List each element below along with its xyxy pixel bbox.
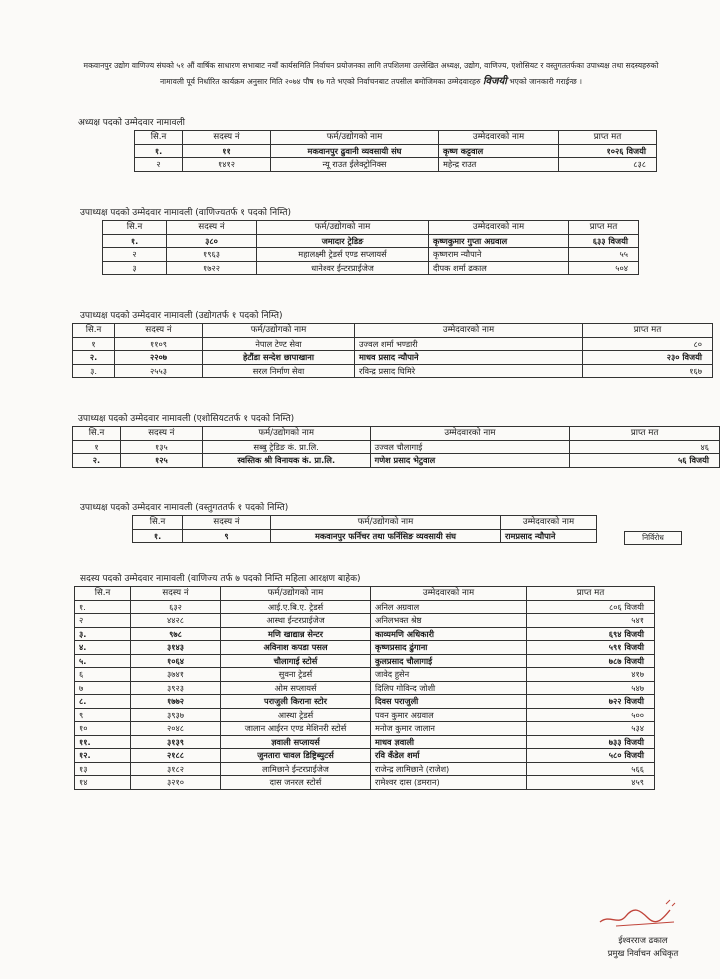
president-section xyxy=(76,115,657,172)
col-header: फर्म/उद्योगको नाम xyxy=(203,324,355,338)
intro-paragraph xyxy=(76,58,666,90)
col-header: सदस्य नं xyxy=(131,587,221,601)
cell-firm: महालक्ष्मी ट्रेडर्स एण्ड सप्लायर्स xyxy=(257,248,429,262)
signer-role: प्रमुख निर्वाचन अधिकृत xyxy=(607,948,679,958)
cell-member: २१८८ xyxy=(131,749,221,763)
cell-sn: १४ xyxy=(75,776,131,790)
cell-sn: ६ xyxy=(75,668,131,682)
col-header: फर्म/उद्योगको नाम xyxy=(202,427,370,441)
table-row xyxy=(75,614,655,628)
table-row xyxy=(103,261,639,275)
section-title: अध्यक्ष पदको उम्मेदवार नामावली xyxy=(78,118,185,128)
cell-sn: ११. xyxy=(75,735,131,749)
col-header: सि.न xyxy=(103,221,167,235)
cell-firm: मणि खाद्यान्न सेन्टर xyxy=(221,627,371,641)
cell-candidate: दिवस पराजुली xyxy=(371,695,527,709)
cell-candidate: दिलिप गोविन्द जोशी xyxy=(371,681,527,695)
cell-candidate: अनिल अग्रवाल xyxy=(371,600,527,614)
cell-firm: अविनाश कपडा पसल xyxy=(221,641,371,655)
cell-member: ३१३९ xyxy=(131,735,221,749)
cell-candidate: उज्वल चौलागाई xyxy=(370,440,570,454)
cell-votes: ५०० xyxy=(527,708,655,722)
cell-votes: ६९४ विजयी xyxy=(527,627,655,641)
header-row xyxy=(133,516,597,530)
cell-sn: १३ xyxy=(75,762,131,776)
col-header: सि.न xyxy=(133,516,183,530)
vp-industry-table xyxy=(72,323,713,378)
cell-firm: हेटौंडा सन्देश छापाखाना xyxy=(203,351,355,365)
cell-votes: १६७ xyxy=(583,364,713,378)
col-header: सि.न xyxy=(135,131,183,145)
cell-votes: ७२२ विजयी xyxy=(527,695,655,709)
cell-votes: ५९१ विजयी xyxy=(527,641,655,655)
cell-firm: नेपाल टेण्ट सेवा xyxy=(203,337,355,351)
cell-firm: चौलागाई स्टोर्स xyxy=(221,654,371,668)
cell-firm: मकवानपुर ढुवानी व्यवसायी संघ xyxy=(271,144,439,158)
col-header: प्राप्त मत xyxy=(559,131,657,145)
table-row xyxy=(135,158,657,172)
cell-candidate: कृष्णप्रसाद ढुंगाना xyxy=(371,641,527,655)
signature-icon xyxy=(596,896,686,932)
cell-candidate: माधव ज्ञवाली xyxy=(371,735,527,749)
cell-candidate: राजेन्द्र लामिछाने (राजेश) xyxy=(371,762,527,776)
section-title: उपाध्यक्ष पदको उम्मेदवार नामावली (वाणिज्यतर्फ १ पदको निम्ति) xyxy=(80,208,292,218)
cell-member: ३७४१ xyxy=(131,668,221,682)
cell-firm: मकवानपुर फर्निचर तथा फर्निसिङ व्यवसायी संघ xyxy=(271,529,501,543)
cell-firm: आस्था ट्रेडर्स xyxy=(221,708,371,722)
col-header: सि.न xyxy=(73,324,115,338)
cell-votes: ५५ xyxy=(569,248,639,262)
cell-votes: १०२६ विजयी xyxy=(559,144,657,158)
cell-candidate: कृष्ण कट्टवाल xyxy=(439,144,559,158)
cell-firm: ज्ञवाली सप्लायर्स xyxy=(221,735,371,749)
cell-sn: ७ xyxy=(75,681,131,695)
cell-sn: ५. xyxy=(75,654,131,668)
cell-firm: धानेश्वर ईन्टरप्राईजेज xyxy=(257,261,429,275)
cell-sn: १. xyxy=(135,144,183,158)
cell-member: ३१८२ xyxy=(131,762,221,776)
header-row xyxy=(73,324,713,338)
table-row xyxy=(135,144,657,158)
cell-candidate: रविन्द्र प्रसाद घिमिरे xyxy=(355,364,583,378)
col-header: सदस्य नं xyxy=(183,516,271,530)
cell-firm: सब्बु ट्रेडिङ कं. प्रा.लि. xyxy=(202,440,370,454)
cell-firm: ओम सप्लायर्स xyxy=(221,681,371,695)
section-title: उपाध्यक्ष पदको उम्मेदवार नामावली (उद्योगतर्फ १ पदको निम्ति) xyxy=(80,311,283,321)
cell-sn: ९ xyxy=(75,708,131,722)
cell-member: २५५३ xyxy=(115,364,203,378)
table-row xyxy=(75,654,655,668)
table-row xyxy=(75,600,655,614)
cell-member: २०४८ xyxy=(131,722,221,736)
cell-sn: २. xyxy=(73,351,115,365)
cell-candidate: महेन्द्र राउत xyxy=(439,158,559,172)
cell-votes: ५४१ xyxy=(527,614,655,628)
col-header: सि.न xyxy=(75,587,131,601)
cell-member: ११०९ xyxy=(115,337,203,351)
cell-firm: न्यू राउत ईलेक्ट्रोनिक्स xyxy=(271,158,439,172)
cell-member: ३८० xyxy=(167,234,257,248)
intro-text-end: भएको जानकारी गराईन्छ । xyxy=(509,77,583,86)
cell-member: १७७२ xyxy=(131,695,221,709)
president-table xyxy=(134,130,657,172)
table-row xyxy=(73,337,713,351)
cell-votes: ६३३ विजयी xyxy=(569,234,639,248)
cell-member: ९७८ xyxy=(131,627,221,641)
cell-votes: ५८० विजयी xyxy=(527,749,655,763)
header-row xyxy=(135,131,657,145)
cell-votes: ४५९ xyxy=(527,776,655,790)
cell-firm: जालान आईरन एण्ड मेशिनरी स्टोर्स xyxy=(221,722,371,736)
col-header: सदस्य नं xyxy=(120,427,202,441)
cell-votes: ५४७ xyxy=(527,681,655,695)
cell-member: १०६४ xyxy=(131,654,221,668)
cell-sn: १ xyxy=(73,440,121,454)
col-header: प्राप्त मत xyxy=(527,587,655,601)
vp-commerce-table xyxy=(102,220,639,275)
cell-candidate: अनिलभक्त श्रेष्ठ xyxy=(371,614,527,628)
table-row xyxy=(75,627,655,641)
cell-candidate: कृष्णकुमार गुप्ता अग्रवाल xyxy=(429,234,569,248)
cell-candidate: दीपक शर्मा ढकाल xyxy=(429,261,569,275)
col-header: उम्मेदवारको नाम xyxy=(370,427,570,441)
cell-votes: ५६६ xyxy=(527,762,655,776)
cell-votes: ४१७ xyxy=(527,668,655,682)
cell-member: ३९२३ xyxy=(131,681,221,695)
cell-firm: आई.ए.बि.ए. ट्रेडर्स xyxy=(221,600,371,614)
col-header: सदस्य नं xyxy=(115,324,203,338)
cell-votes: ४६ xyxy=(570,440,720,454)
col-header: सदस्य नं xyxy=(167,221,257,235)
cell-sn: १. xyxy=(103,234,167,248)
col-header: फर्म/उद्योगको नाम xyxy=(257,221,429,235)
cell-member: ६३२ xyxy=(131,600,221,614)
cell-sn: २ xyxy=(103,248,167,262)
cell-sn: ३ xyxy=(103,261,167,275)
members-section xyxy=(80,571,655,790)
vp-goods-section xyxy=(80,500,597,543)
cell-candidate: रवि कँडेल शर्मा xyxy=(371,749,527,763)
cell-votes: ७८७ विजयी xyxy=(527,654,655,668)
col-header: उम्मेदवारको नाम xyxy=(439,131,559,145)
col-header: फर्म/उद्योगको नाम xyxy=(221,587,371,601)
cell-firm: दास जनरल स्टोर्स xyxy=(221,776,371,790)
table-row xyxy=(75,722,655,736)
col-header: उम्मेदवारको नाम xyxy=(355,324,583,338)
cell-sn: १० xyxy=(75,722,131,736)
cell-firm: सुवना ट्रेडर्स xyxy=(221,668,371,682)
col-header: प्राप्त मत xyxy=(570,427,720,441)
header-row xyxy=(103,221,639,235)
intro-emphasis: विजयी xyxy=(482,76,507,87)
table-row xyxy=(75,708,655,722)
table-row xyxy=(75,681,655,695)
cell-sn: ८. xyxy=(75,695,131,709)
cell-member: १९६३ xyxy=(167,248,257,262)
cell-candidate: माधव प्रसाद न्यौपाने xyxy=(355,351,583,365)
vp-associate-section xyxy=(78,411,720,468)
col-header: सि.न xyxy=(73,427,121,441)
vp-associate-table xyxy=(72,426,720,468)
table-row xyxy=(75,641,655,655)
cell-candidate: कुलप्रसाद चौलागाई xyxy=(371,654,527,668)
cell-votes: ८०६ विजयी xyxy=(527,600,655,614)
cell-candidate: कृष्णराम न्यौपाने xyxy=(429,248,569,262)
cell-votes: ७३३ विजयी xyxy=(527,735,655,749)
cell-votes: ५६ विजयी xyxy=(570,454,720,468)
cell-member: ११ xyxy=(183,144,271,158)
cell-candidate: जावेद हुसेन xyxy=(371,668,527,682)
cell-votes: ८० xyxy=(583,337,713,351)
cell-member: १२५ xyxy=(120,454,202,468)
cell-candidate: रामेश्वर दास (डमरान) xyxy=(371,776,527,790)
table-row xyxy=(73,454,720,468)
col-header: प्राप्त मत xyxy=(569,221,639,235)
table-row xyxy=(73,440,720,454)
section-title: उपाध्यक्ष पदको उम्मेदवार नामावली (एशोसियटतर्फ १ पदको निम्ति) xyxy=(78,414,295,424)
cell-sn: १. xyxy=(133,529,183,543)
cell-sn: ४. xyxy=(75,641,131,655)
table-row xyxy=(75,762,655,776)
cell-member: २२०७ xyxy=(115,351,203,365)
cell-sn: १ xyxy=(73,337,115,351)
cell-sn: १२. xyxy=(75,749,131,763)
cell-member: ३१४३ xyxy=(131,641,221,655)
cell-candidate: मनोज कुमार जालान xyxy=(371,722,527,736)
cell-firm: जमादार ट्रेडिङ xyxy=(257,234,429,248)
table-row xyxy=(103,234,639,248)
cell-member: १३५ xyxy=(120,440,202,454)
members-table xyxy=(74,586,655,790)
cell-firm: लामिछाने ईन्टरप्राईजेज xyxy=(221,762,371,776)
vp-industry-section xyxy=(80,308,713,378)
cell-firm: आस्था ईन्टरप्राईजेज xyxy=(221,614,371,628)
cell-member: १४१२ xyxy=(183,158,271,172)
cell-sn: ३. xyxy=(73,364,115,378)
col-header: फर्म/उद्योगको नाम xyxy=(271,131,439,145)
cell-firm: जुनतारा चावल डिष्ट्रिब्युटर्स xyxy=(221,749,371,763)
signer-name: ईश्वरराज ढकाल xyxy=(618,935,668,945)
section-title: उपाध्यक्ष पदको उम्मेदवार नामावली (वस्तुगततर्फ १ पदको निम्ति) xyxy=(80,503,289,513)
table-row xyxy=(103,248,639,262)
intro-text: मकवानपुर उद्योग वाणिज्य संघको ५१ औं वार्षिक साधारण सभाबाट नयाँ कार्यसमिति निर्वाचन प्रयोजनका लागि तपशिलमा उल्लेखित अध्यक्ष, उद्योग, वाणिज्य, एशोसियट र वस्तुगततर्फका उपाध्यक्ष तथा सदस्यहरुको नामावली पूर्व निर्धारित कार्यक्रम अनुसार मिति २०७४ पौष १७ गते भएको निर्वाचनबाट तपसील बमोजिमका उम्मेदवारहरु xyxy=(83,61,659,86)
table-row xyxy=(75,749,655,763)
cell-candidate: काव्यमणि अधिकारी xyxy=(371,627,527,641)
table-row xyxy=(133,529,597,543)
cell-sn: ३. xyxy=(75,627,131,641)
table-row xyxy=(73,364,713,378)
cell-member: ९ xyxy=(183,529,271,543)
cell-candidate: पवन कुमार अग्रवाल xyxy=(371,708,527,722)
table-row xyxy=(73,351,713,365)
cell-candidate: गणेश प्रसाद भेटुवाल xyxy=(370,454,570,468)
vp-commerce-section xyxy=(80,205,639,275)
section-title: सदस्य पदको उम्मेदवार नामावली (वाणिज्य तर्फ ७ पदको निम्ति महिला आरक्षण बाहेक) xyxy=(80,574,361,584)
col-header: सदस्य नं xyxy=(183,131,271,145)
cell-firm: स्वस्तिक श्री विनायक कं. प्रा.लि. xyxy=(202,454,370,468)
cell-sn: २. xyxy=(73,454,121,468)
cell-firm: पराजुली किराना स्टोर xyxy=(221,695,371,709)
header-row xyxy=(73,427,720,441)
cell-member: ३२१० xyxy=(131,776,221,790)
cell-member: १७२२ xyxy=(167,261,257,275)
cell-sn: २ xyxy=(135,158,183,172)
cell-sn: २ xyxy=(75,614,131,628)
col-header: प्राप्त मत xyxy=(583,324,713,338)
cell-votes: ५३४ xyxy=(527,722,655,736)
header-row xyxy=(75,587,655,601)
vp-goods-table xyxy=(132,515,597,543)
signer-block xyxy=(600,934,686,960)
col-header: उम्मेदवारको नाम xyxy=(501,516,597,530)
cell-votes: ८३८ xyxy=(559,158,657,172)
cell-candidate: उज्वल शर्मा भण्डारी xyxy=(355,337,583,351)
col-header: उम्मेदवारको नाम xyxy=(429,221,569,235)
col-header: उम्मेदवारको नाम xyxy=(371,587,527,601)
cell-member: ३९३७ xyxy=(131,708,221,722)
cell-sn: १. xyxy=(75,600,131,614)
cell-candidate: रामप्रसाद न्यौपाने xyxy=(501,529,597,543)
unopposed-badge: निर्विरोध xyxy=(624,531,682,545)
table-row xyxy=(75,735,655,749)
table-row xyxy=(75,695,655,709)
cell-votes: २३० विजयी xyxy=(583,351,713,365)
table-row xyxy=(75,668,655,682)
col-header: फर्म/उद्योगको नाम xyxy=(271,516,501,530)
cell-votes: ५०४ xyxy=(569,261,639,275)
cell-firm: सरल निर्माण सेवा xyxy=(203,364,355,378)
table-row xyxy=(75,776,655,790)
cell-member: ४४२८ xyxy=(131,614,221,628)
